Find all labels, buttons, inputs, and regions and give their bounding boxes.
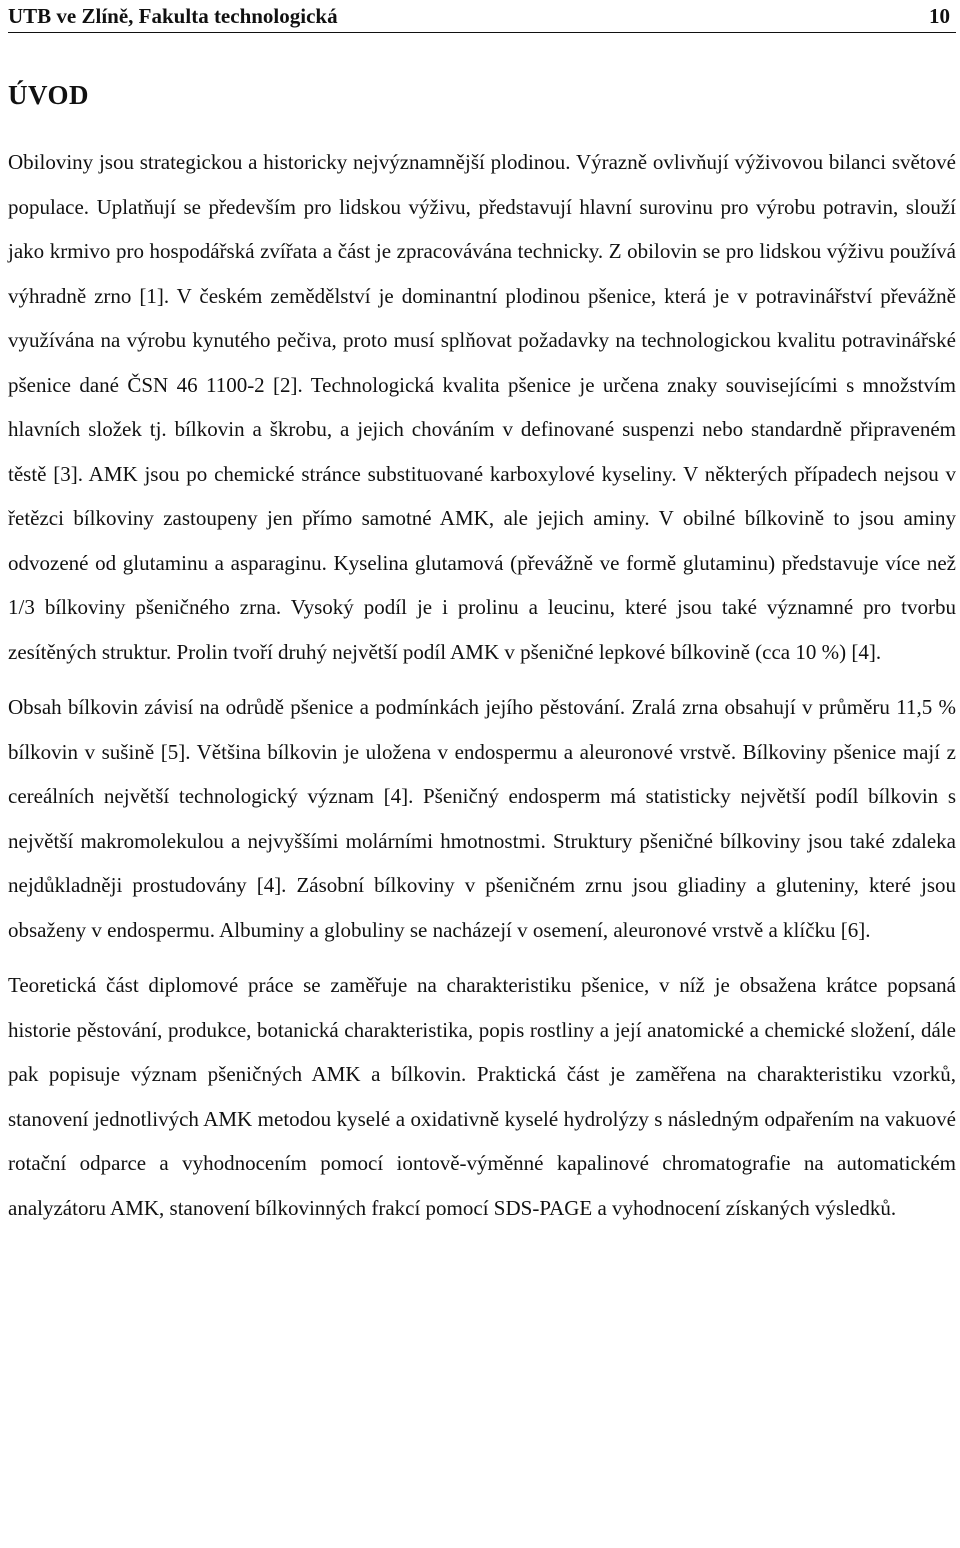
chapter-title: ÚVOD (8, 80, 89, 110)
running-header-title: UTB ve Zlíně, Fakulta technologická (8, 3, 338, 28)
running-header (8, 0, 956, 33)
paragraph-2: Obsah bílkovin závisí na odrůdě pšenice a podmínkách jejího pěstování. Zralá zrna obsahují v průměru 11,5 % bílkovin v sušině [5]. Většina bílkovin je uložena v endospermu a aleuronové vrstvě. Bílkoviny pšenice mají z cereálních největší technologický význam [4]. Pšeničný endosperm má statisticky největší podíl bílkovin s největší makromolekulou a nejvyššími molárními hmotnostmi. Struktury pšeničné bílkoviny jsou také zdaleka nejdůkladněji prostudovány [4]. Zásobní bílkoviny v pšeničném zrnu jsou gliadiny a gluteniny, které jsou obsaženy v endospermu. Albuminy a globuliny se nacházejí v osemení, aleuronové vrstvě a klíčku [6]. (8, 695, 956, 942)
paragraph-1: Obiloviny jsou strategickou a historicky nejvýznamnější plodinou. Výrazně ovlivňují výživovou bilanci světové populace. Uplatňují se především pro lidskou výživu, představují hlavní surovinu pro výrobu potravin, slouží jako krmivo pro hospodářská zvířata a část je zpracovávána technicky. Z obilovin se pro lidskou výživu používá výhradně zrno [1]. V českém zemědělství je dominantní plodinou pšenice, která je v potravinářství převážně využívána na výrobu kynutého pečiva, proto musí splňovat požadavky na technologickou kvalitu potravinářské pšenice dané ČSN 46 1100-2 [2]. Technologická kvalita pšenice je určena znaky souvisejícími s množstvím hlavních složek tj. bílkovin a škrobu, a jejich chováním v definované suspenzi nebo standardně připraveném těstě [3]. AMK jsou po chemické stránce substituované karboxylové kyseliny. V některých případech nejsou v řetězci bílkoviny zastoupeny jen přímo samotné AMK, ale jejich aminy. V obilné bílkovině to jsou aminy odvozené od glutaminu a asparaginu. Kyselina glutamová (převážně ve formě glutaminu) představuje více než 1/3 bílkoviny pšeničného zrna. Vysoký podíl je i prolinu a leucinu, které jsou také významné pro tvorbu zesítěných struktur. Prolin tvoří druhý největší podíl AMK v pšeničné lepkové bílkovině (cca 10 %) [4]. (8, 150, 956, 664)
page-number: 10 (929, 3, 950, 28)
document-page (8, 0, 956, 1548)
body-text (8, 140, 956, 1230)
paragraph-3: Teoretická část diplomové práce se zaměřuje na charakteristiku pšenice, v níž je obsažena krátce popsaná historie pěstování, produkce, botanická charakteristika, popis rostliny a její anatomické a chemické složení, dále pak popisuje význam pšeničných AMK a bílkovin. Praktická část je zaměřena na charakteristiku vzorků, stanovení jednotlivých AMK metodou kyselé a oxidativně kyselé hydrolýzy s následným odpařením na vakuové rotační odparce a vyhodnocením pomocí iontově-výměnné kapalinové chromatografie na automatickém analyzátoru AMK, stanovení bílkovinných frakcí pomocí SDS-PAGE a vyhodnocení získaných výsledků. (8, 973, 956, 1220)
